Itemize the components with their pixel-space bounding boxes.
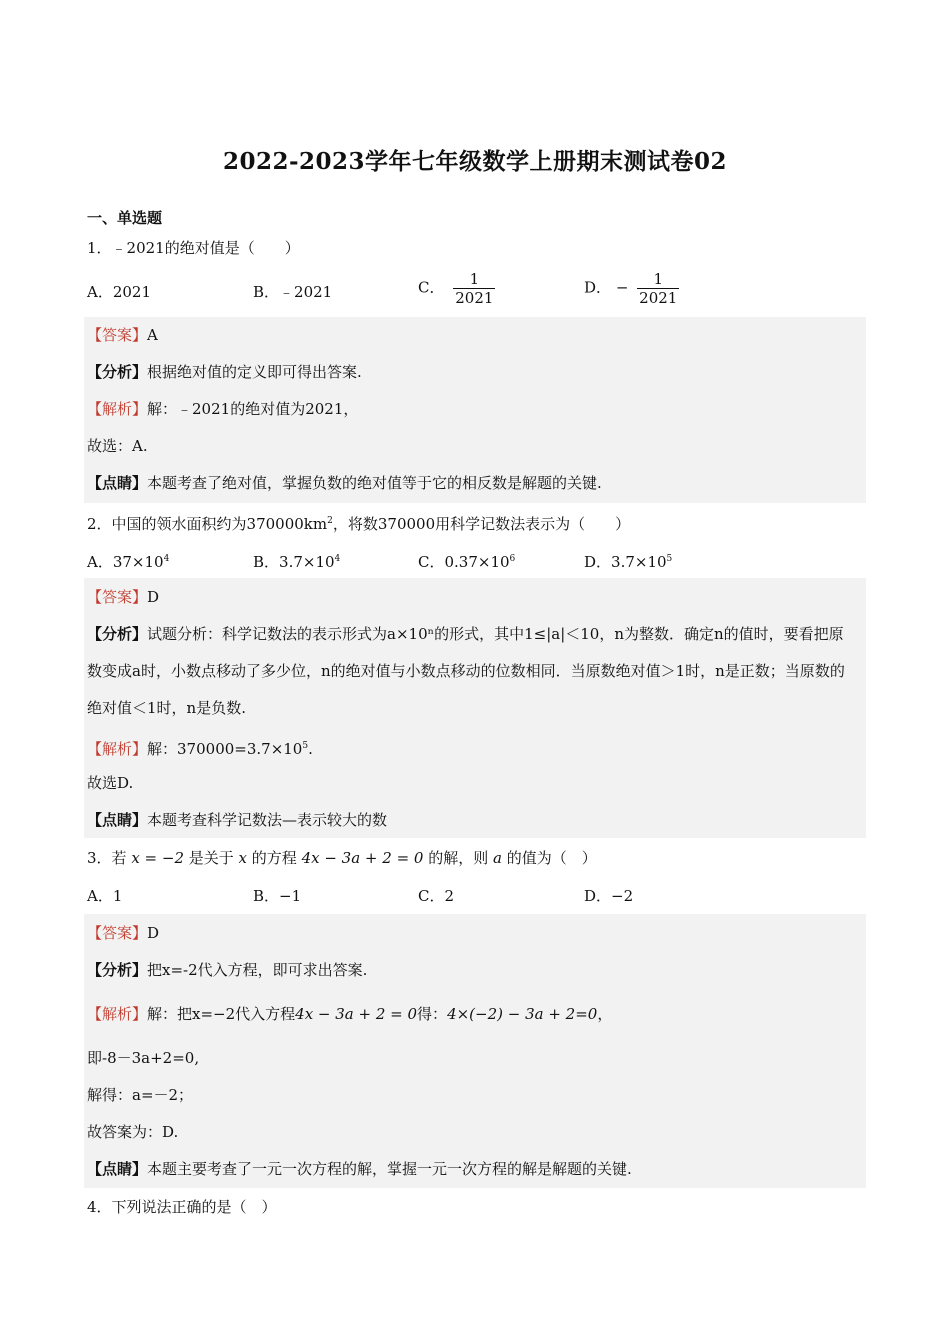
q2-answer-block [84,578,866,838]
q1-answer-block [84,317,866,503]
q3-comment: 【点睛】本题主要考查了一元一次方程的解，掌握一元一次方程的解是解题的关键. [87,1160,632,1178]
q1-option-c-label: C． [418,278,445,297]
q1-analysis: 【分析】根据绝对值的定义即可得出答案. [87,363,362,381]
page-title: 2022-2023学年七年级数学上册期末测试卷02 [222,148,728,175]
q1-option-d-fraction [637,270,679,307]
q1-conclusion: 故选：A. [87,437,148,455]
q3-step-1: 即-8－3a+2=0, [87,1049,200,1067]
q1-option-d [584,270,679,307]
question-4-stem: 4．下列说法正确的是（ ） [87,1198,277,1216]
q3-answer: 【答案】D [87,924,160,942]
q2-option-d: D．$3.7\times 10^5$ [584,553,673,571]
q1-answer: 【答案】A [87,326,158,344]
q3-option-a: A．1 [87,887,123,905]
q2-conclusion: 故选D. [87,774,134,792]
q3-step-2: 解得：a=－2； [87,1086,194,1104]
q3-option-d: D．−2 [584,887,634,905]
q3-option-b: B．−1 [253,887,302,905]
question-3-stem: 3．若 x = −2 是关于 x 的方程 4x − 3a + 2 = 0 的解，则 a 的值为（ ） [87,849,597,867]
q3-conclusion: 故答案为：D. [87,1123,179,1141]
q1-solution: 【解析】解：﹣2021的绝对值为2021， [87,400,359,418]
fraction-denominator: 2021 [639,289,678,307]
question-2-stem: 2．中国的领水面积约为$370000km^2$，将数370000用科学记数法表示为（ ） [87,515,631,533]
q3-solution: 【解析】解：把x=−2代入方程4x − 3a + 2 = 0得：4×(−2) − 3a + 2=0， [87,1005,613,1023]
q2-option-b: B．$3.7\times 10^4$ [253,553,341,571]
q3-analysis: 【分析】把x=-2代入方程，即可求出答案. [87,961,368,979]
q2-analysis: 【分析】试题分析：科学记数法的表示形式为a×10ⁿ的形式，其中1≤|a|＜10，n为整数．确定n的值时，要看把原数变成a时，小数点移动了多少位，n的绝对值与小数点移动的位数相同．当原数绝对值＞1时，n是正数；当原数的绝对值＜1时，n是负数. [87,625,845,717]
fraction-denominator: 2021 [455,289,494,307]
fraction-numerator: 1 [469,270,480,288]
q1-option-a: A．2021 [87,283,152,301]
q3-answer-block [84,914,866,1188]
q1-option-b: B．﹣2021 [253,283,333,301]
q2-answer: 【答案】D [87,588,160,606]
section-title: 一、单选题 [87,209,163,227]
q2-option-c: C．$0.37\times 10^6$ [418,553,516,571]
q2-comment: 【点睛】本题考查科学记数法—表示较大的数 [87,811,388,829]
q3-option-c: C．2 [418,887,455,905]
q2-option-a: A．$37\times 10^4$ [87,553,170,571]
q1-comment: 【点睛】本题考查了绝对值，掌握负数的绝对值等于它的相反数是解题的关键. [87,474,602,492]
q1-option-c-fraction [453,270,495,307]
question-1-stem: 1．﹣2021的绝对值是（ ） [87,239,300,257]
minus-sign: − [615,278,629,297]
fraction-numerator: 1 [653,270,664,288]
q1-option-c [418,270,495,307]
q1-option-d-label: D． [584,278,612,297]
q2-solution: 【解析】解：$370000=3.7\times 10^5$. [87,740,313,758]
